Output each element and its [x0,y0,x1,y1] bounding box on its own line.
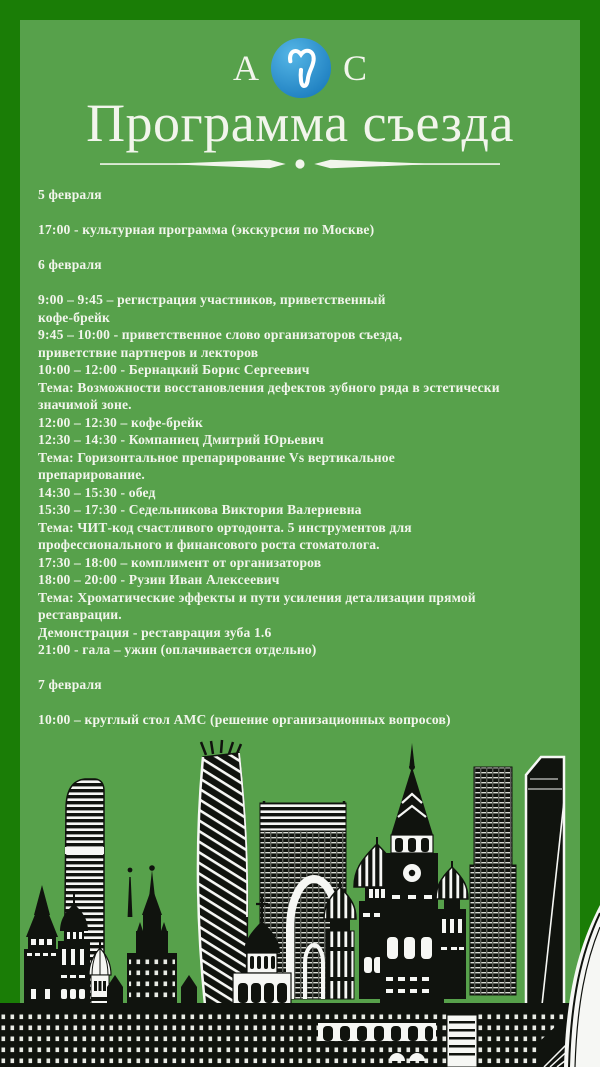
schedule-line: кофе-брейк [38,309,110,325]
schedule-line: 14:30 – 15:30 - обед [38,484,156,500]
st-basils-dome-right-icon [436,861,468,999]
schedule-section [38,676,578,729]
schedule-line: 10:00 – 12:00 - Бернацкий Борис Сергеевич [38,362,310,377]
schedule-line: профессионального и финансового роста стоматолога. [38,537,380,552]
schedule-line: 17:00 - культурная программа (экскурсия по Москве) [38,222,375,237]
tooth-icon [270,37,332,99]
oko-tower-icon [470,767,516,995]
schedule-line: 15:30 – 17:30 - Седельникова Виктория Валериевна [38,502,362,517]
congress-schedule [38,186,578,746]
diamond-line-ornament-icon [100,155,500,173]
logo-letter-right: С [342,48,367,88]
schedule-line: Тема: Возможности восстановления дефектов зубного ряда в эстетически [38,379,500,395]
moscow-skyline-illustration [0,737,600,1067]
schedule-line: приветствие партнеров и лекторов [38,344,259,360]
schedule-line: 17:30 – 18:00 – комплимент от организаторов [38,554,322,570]
schedule-line: Тема: Горизонтальное препарирование Vs вертикальное [38,449,395,465]
schedule-line: препарирование. [38,467,145,482]
schedule-line: 12:00 – 12:30 – кофе-брейк [38,414,203,430]
schedule-lines [38,711,578,729]
schedule-date: 6 февраля [38,257,102,272]
schedule-line: 9:45 – 10:00 - приветственное слово организаторов съезда, [38,327,403,342]
schedule-line: реставрации. [38,607,122,622]
schedule-line: значимой зоне. [38,397,132,412]
schedule-line: Тема: Хроматические эффекты и пути усиления детализации прямой [38,589,476,605]
schedule-section [38,256,578,659]
schedule-line: 9:00 – 9:45 – регистрация участников, приветственный [38,292,386,307]
schedule-line: 12:30 – 14:30 - Компаниец Дмитрий Юрьевич [38,432,324,447]
schedule-date: 5 февраля [38,187,102,202]
right-curve-building-icon [564,905,600,1067]
poster-title: Программа съезда [86,93,514,153]
schedule-lines [38,291,578,659]
schedule-line: Демонстрация - реставрация зуба 1.6 [38,624,272,640]
schedule-line: Тема: ЧИТ-код счастливого ортодонта. 5 инструментов для [38,519,412,535]
schedule-line: 18:00 – 20:00 - Рузин Иван Алексеевич [38,572,280,587]
logo [0,36,600,100]
mercury-tower-icon [526,757,564,1005]
logo-letter-left: А [232,48,259,88]
schedule-section [38,186,578,239]
small-spire-icon [128,868,133,917]
evolution-tower-icon [198,740,247,1005]
schedule-date: 7 февраля [38,677,102,692]
schedule-line: 10:00 – круглый стол АМС (решение организационных вопросов) [38,712,451,727]
schedule-lines [38,221,578,239]
schedule-line: 21:00 - гала – ужин (оплачивается отдельно) [38,642,317,657]
city-base-buildings [0,1003,600,1067]
